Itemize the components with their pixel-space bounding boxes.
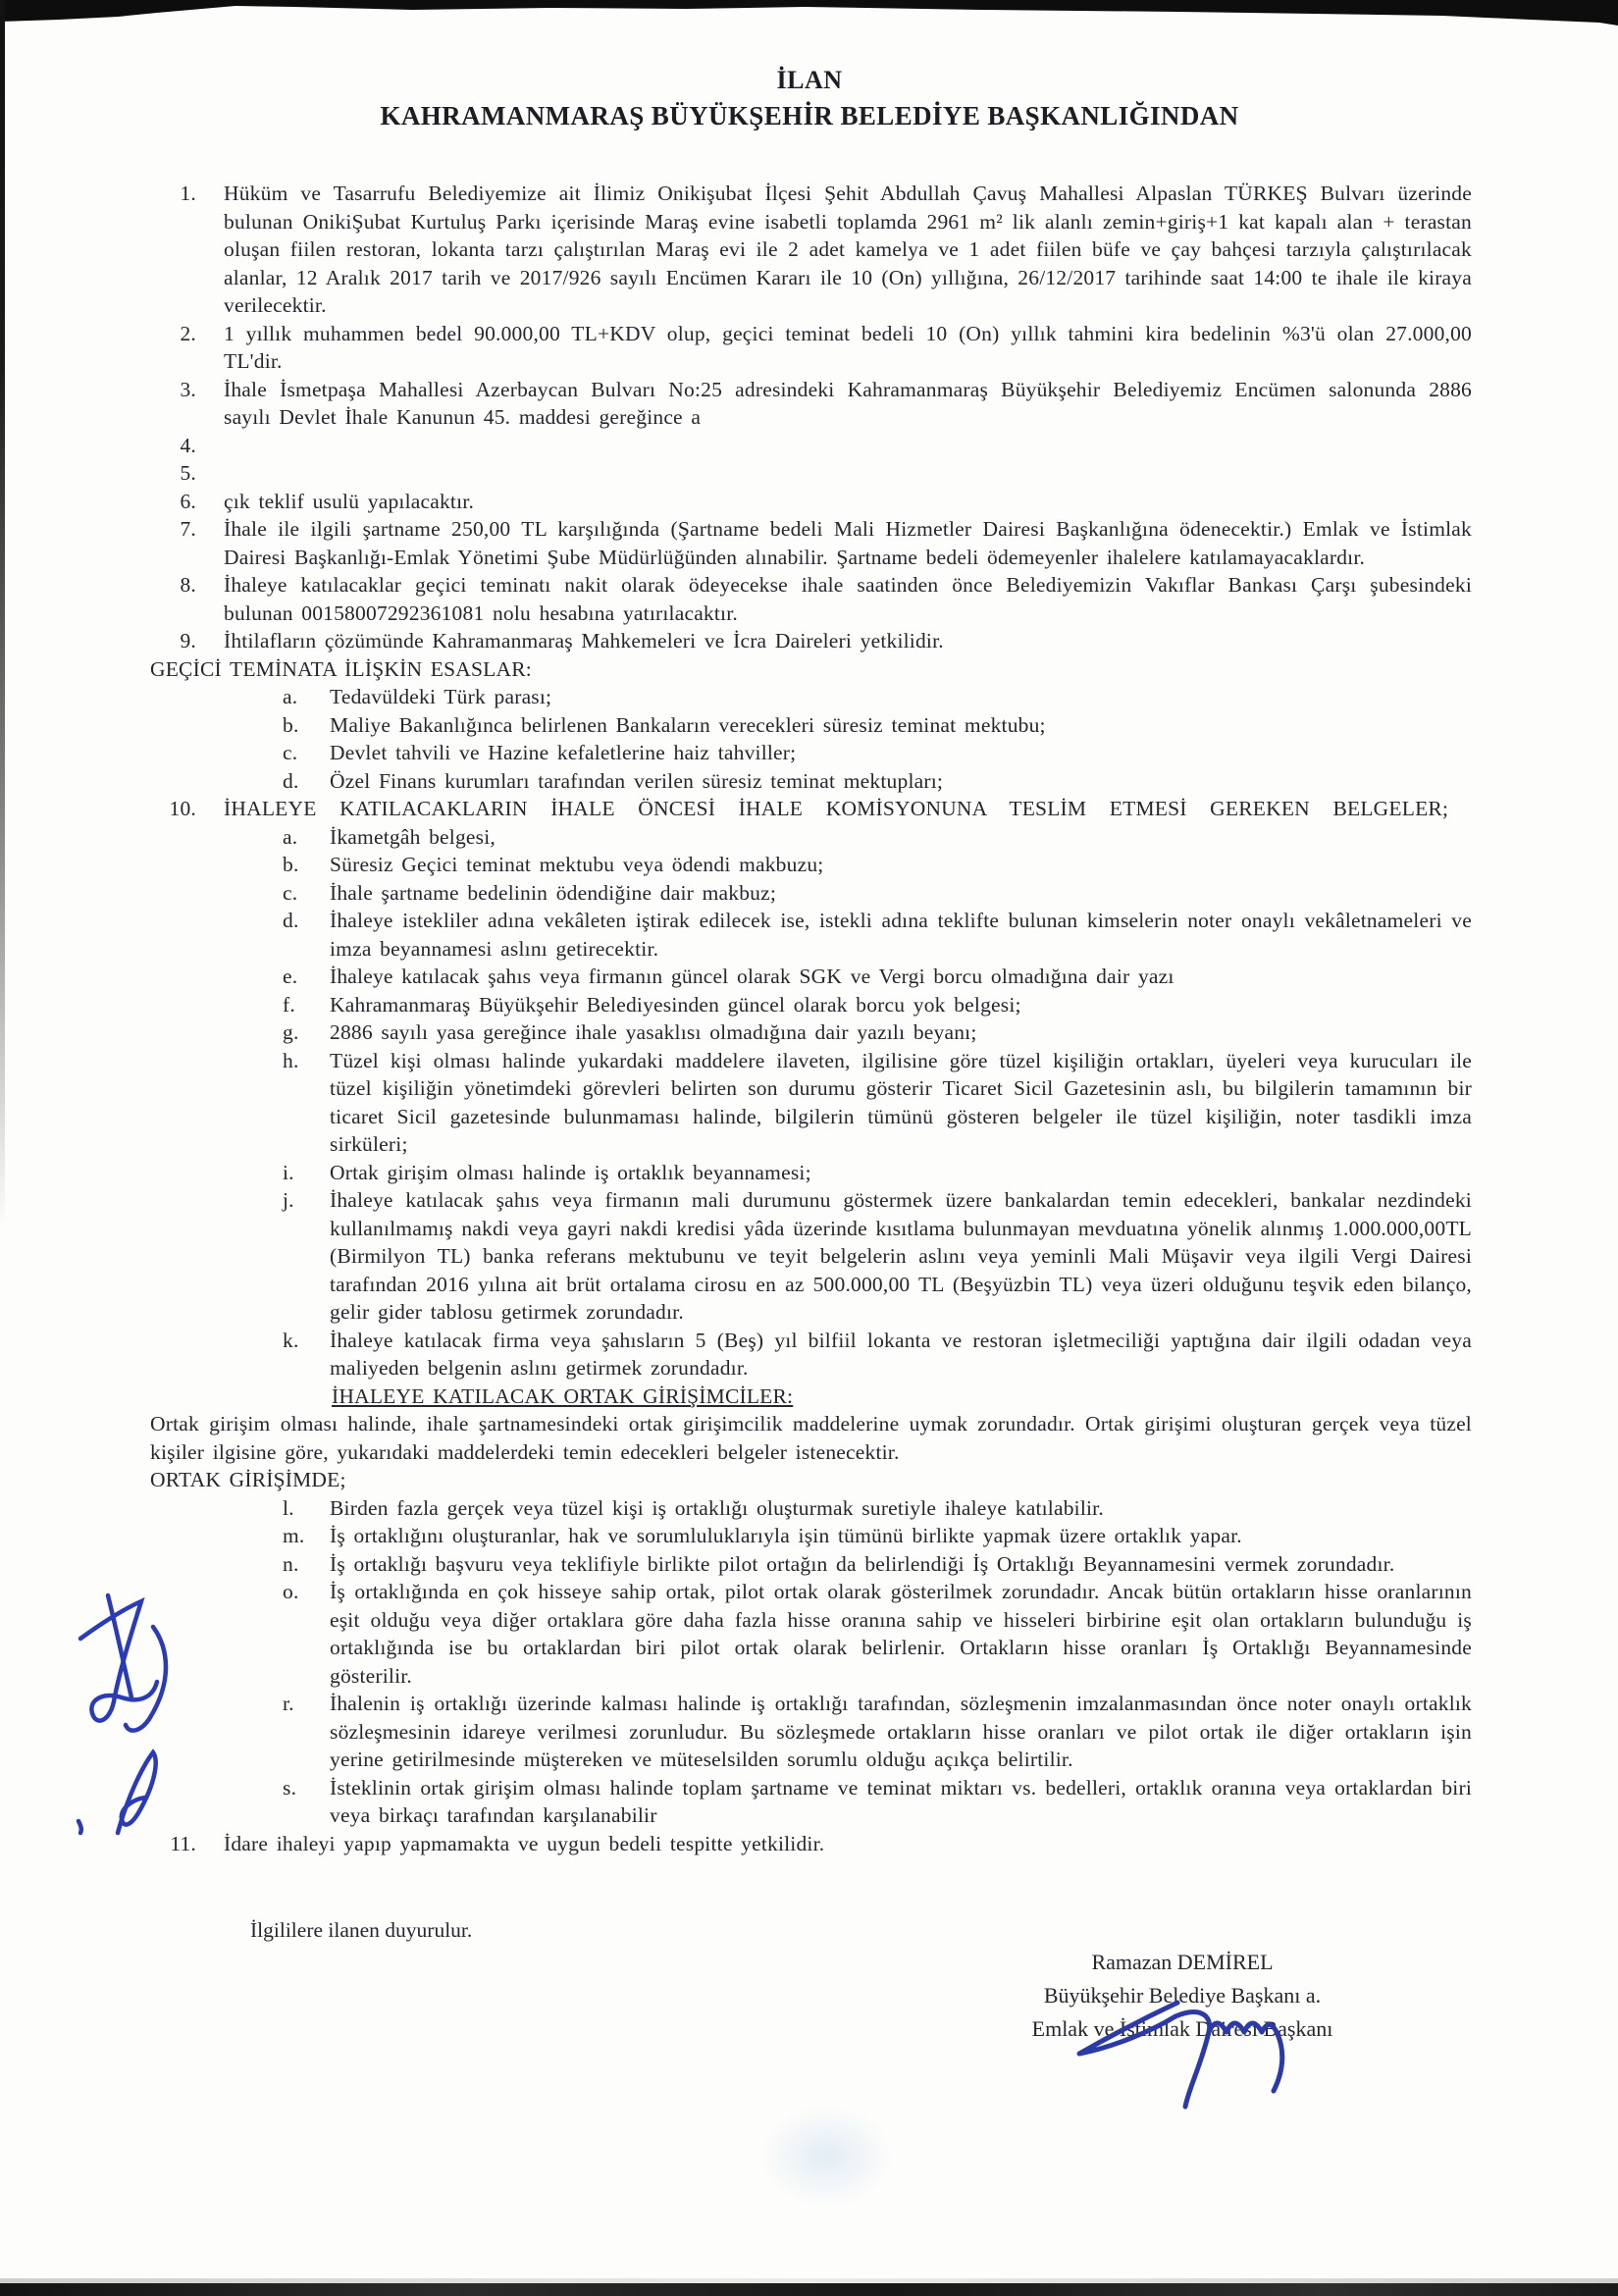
item-number: 6. (180, 489, 196, 513)
ortak-item-n (283, 1550, 1472, 1579)
item-text: Tedavüldeki Türk parası; (330, 685, 552, 709)
item-number: 8. (180, 573, 196, 598)
list-item-10 (147, 795, 1472, 823)
item-letter: k. (283, 1328, 299, 1352)
scan-left-edge-artifact (0, 0, 5, 1226)
item-text: 2886 sayılı yasa gereğince ihale yasaklısı olmadığına dair yazılı beyanı; (330, 1020, 977, 1045)
document-title-block (147, 65, 1472, 132)
gecici-teminat-header: GEÇİCİ TEMİNATA İLİŞKİN ESASLAR: (150, 656, 532, 681)
belge-item-k (283, 1327, 1472, 1383)
list-item-4 (147, 432, 1472, 460)
item-letter: g. (283, 1020, 299, 1045)
belge-item-a (283, 823, 1472, 852)
item-letter: n. (283, 1551, 299, 1576)
item-text: Tüzel kişi olması halinde yukardaki maddelere ilaveten, ilgilisine göre tüzel kişiliğin ortakları, üyeleri veya kurucuları ile tüzel kişiliğin yönetimdeki görevleri belirten son durumu gösterir Ticaret Sicil Gazetesinin aslı, bu bilgilerin tamamının bir ticaret Sicil gazetesinde bulunmaması halinde, bilgilerin tümünü gösteren belgeler ile tüzel kişiliğin, noter tasdikli imza sirküleri; (330, 1048, 1472, 1157)
item-letter: r. (283, 1692, 294, 1716)
gecici-item-c (283, 739, 1472, 767)
belge-item-g (283, 1018, 1472, 1047)
item-text: İhaleye istekliler adına vekâleten iştirak edilecek ise, istekli adına teklifte bulunan kimselerin noter onaylı vekâletnameleri ve imza beyannamesi aslını getirecektir. (330, 909, 1472, 961)
item-text: İhale şartname bedelinin ödendiğine dair makbuz; (330, 880, 777, 905)
gecici-item-a (283, 683, 1472, 711)
item-number: 7. (180, 517, 196, 542)
item-text: İhalenin iş ortaklığı üzerinde kalması halinde iş ortaklığı tarafından, sözleşmenin imzalanmasından önce noter onaylı ortaklık sözleşmesinin idareye verilmesi zorunludur. Bu sözleşmede ortakların hisse oranları ve pilot ortak ile diğer ortakların işin yerine getirilmesinde müştereken ve müteselsilden sorumlu olduğu açıkça belirtilir. (330, 1692, 1472, 1772)
item-letter: e. (283, 965, 298, 989)
item-letter: c. (283, 880, 298, 905)
item-text: Devlet tahvili ve Hazine kefaletlerine haiz tahviller; (330, 741, 797, 765)
item-letter: j. (283, 1188, 294, 1213)
belge-item-f (283, 991, 1472, 1019)
item-text: İş ortaklığında en çok hisseye sahip ortak, pilot ortak olarak gösterilmek zorundadır. Ancak bütün ortakların hisse oranlarının eşit olduğu veya diğer ortaklara göre daha fazla hisse oranına sahip ve hisseleri birbirine eşit olan ortakların bulunduğu iş ortaklığında ise bu ortaklardan biri pilot ortak olarak belirlenir. Ortakların hisse oranları İş Ortaklığı Beyannamesinde gösterilir. (330, 1580, 1472, 1688)
ortak-item-l (283, 1494, 1472, 1523)
item-number: 1. (180, 182, 196, 206)
item-letter: a. (283, 824, 298, 849)
gecici-item-b (283, 711, 1472, 740)
item-letter: d. (283, 768, 299, 793)
item-letter: m. (283, 1524, 305, 1548)
ortak-item-r (283, 1690, 1472, 1774)
item-letter: d. (283, 909, 299, 933)
item-letter: i. (283, 1160, 294, 1184)
item-text: İhaleye katılacaklar geçici teminatı nakit olarak ödeyecekse ihale saatinden önce Belediyemizin Vakıflar Bankası Çarşı şubesindeki bulunan 00158007292361081 nolu hesabına yatırılacaktır. (224, 573, 1472, 625)
signer-title-1: Büyükşehir Belediye Başkanı a. (1043, 1983, 1322, 2009)
ortak-item-s (283, 1774, 1472, 1830)
item-text: İsteklinin ortak girişim olması halinde toplam şartname ve teminat miktarı vs. bedelleri, ortaklık oranına veya ortaklardan biri veya birkaçı tarafından karşılanabilir (330, 1775, 1472, 1828)
handwritten-signature (1068, 1993, 1295, 2113)
list-item-7 (147, 515, 1472, 571)
belge-item-b (283, 851, 1472, 879)
list-item-1 (147, 180, 1472, 320)
item-text: Özel Finans kurumları tarafından verilen süresiz teminat mektupları; (330, 768, 944, 793)
item-text: Ortak girişim olması halinde iş ortaklık beyannamesi; (330, 1160, 811, 1184)
belge-item-h (283, 1047, 1472, 1159)
belge-item-i (283, 1159, 1472, 1187)
document-content (0, 65, 1618, 2152)
signer-title-2: Emlak ve İstimlak Dairesi Başkanı (1031, 2016, 1333, 2042)
item-text: 1 yıllık muhammen bedel 90.000,00 TL+KDV olup, geçici teminat bedeli 10 (On) yıllık tahmini kira bedelinin %3'ü olan 27.000,00 TL'dir. (224, 321, 1472, 374)
belge-item-j (283, 1186, 1472, 1327)
gecici-item-d (283, 767, 1472, 796)
ortak-item-o (283, 1578, 1472, 1690)
item-text: İkametgâh belgesi, (330, 824, 496, 849)
belge-item-d (283, 907, 1472, 963)
list-item-6 (147, 488, 1472, 516)
item-text: İhale İsmetpaşa Mahallesi Azerbaycan Bulvarı No:25 adresindeki Kahramanmaraş Büyükşehir Belediyemiz Encümen salonunda 2886 sayılı Devlet İhale Kanunun 45. maddesi gereğince a (224, 377, 1472, 430)
item-letter: b. (283, 853, 299, 877)
item-text: İhale ile ilgili şartname 250,00 TL karşılığında (Şartname bedeli Mali Hizmetler Dairesi Başkanlığına ödenecektir.) Emlak ve İstimlak Dairesi Başkanlığı-Emlak Yönetimi Şube Müdürlüğünden alınabilir. Şartname bedeli ödemeyenler ihalelere katılamayacaklardır. (224, 517, 1472, 569)
item-text: Hüküm ve Tasarrufu Belediyemize ait İlimiz Onikişubat İlçesi Şehit Abdullah Çavuş Mahallesi Alpaslan TÜRKEŞ Bulvarı üzerinde bulunan OnikiŞubat Kurtuluş Parkı içerisinde Maraş evine isabetli toplamda 2961 m² lik alanlı zemin+giriş+1 kat kapalı alan + terastan oluşan fiilen restoran, lokanta tarzı çalıştırılan Maraş evi ile 2 adet kamelya ve 1 adet fiilen büfe ve çay bahçesi tarzıyla çalıştırılacak alanlar, 12 Aralık 2017 tarih ve 2017/926 sayılı Encümen Kararı ile 10 (On) yıllığına, 26/12/2017 tarihinde saat 14:00 te ihale ile kiraya verilecektir. (224, 182, 1472, 318)
item-text: çık teklif usulü yapılacaktır. (224, 489, 475, 513)
item-text (224, 459, 1472, 488)
item-number: 11. (170, 1831, 196, 1855)
item-letter: f. (283, 992, 295, 1017)
item-number: 3. (180, 377, 196, 401)
document-title: İLAN (776, 66, 843, 94)
item-text (224, 432, 1472, 460)
item-text: İdare ihaleyi yapıp yapmamakta ve uygun bedeli tespitte yetkilidir. (224, 1831, 825, 1855)
document-body (147, 180, 1472, 1857)
item-text: Birden fazla gerçek veya tüzel kişi iş ortaklığı oluşturmak suretiyle ihaleye katılabilir. (330, 1495, 1104, 1520)
item-number: 2. (180, 321, 196, 345)
list-item-8 (147, 571, 1472, 627)
item-text: Kahramanmaraş Büyükşehir Belediyesinden güncel olarak borcu yok belgesi; (330, 992, 1021, 1017)
item-number: 4. (180, 433, 196, 457)
ortak-girisimde-header: ORTAK GİRİŞİMDE; (150, 1468, 346, 1492)
scan-bottom-edge-artifact (0, 2283, 1618, 2296)
item-text: İhaleye katılacak firma veya şahısların 5 (Beş) yıl bilfiil lokanta ve restoran işletmeciliği yaptığına dair ilgili odadan veya maliyeden belgenin aslını getirmek zorundadır. (330, 1328, 1472, 1381)
scan-top-edge-artifact (0, 0, 1618, 29)
list-item-2 (147, 320, 1472, 376)
document-subtitle: KAHRAMANMARAŞ BÜYÜKŞEHİR BELEDİYE BAŞKANLIĞINDAN (380, 100, 1239, 130)
item-letter: o. (283, 1580, 299, 1604)
item-letter: s. (283, 1775, 297, 1800)
list-item-11 (147, 1830, 1472, 1858)
item-text: Maliye Bakanlığınca belirlenen Bankaların verecekleri süresiz teminat mektubu; (330, 712, 1046, 737)
item-text: İhtilafların çözümünde Kahramanmaraş Mahkemeleri ve İcra Daireleri yetkilidir. (224, 629, 944, 653)
list-item-9 (147, 627, 1472, 655)
belge-item-e (283, 963, 1472, 991)
list-item-3 (147, 376, 1472, 432)
list-item-5 (147, 459, 1472, 488)
item-text: İHALEYE KATILACAKLARIN İHALE ÖNCESİ İHALE KOMİSYONUNA TESLİM ETMESİ GEREKEN BELGELER; (224, 797, 1449, 821)
item-number: 5. (180, 461, 196, 486)
item-letter: a. (283, 685, 298, 709)
document-footer (147, 1857, 1472, 2152)
item-number: 10. (169, 797, 196, 821)
belge-item-c (283, 879, 1472, 908)
closing-statement: İlgililere ilanen duyurulur. (250, 1918, 473, 1943)
item-text: İş ortaklığı başvuru veya teklifiyle birlikte pilot ortağın da belirlendiği İş Ortaklığı Beyannamesini vermek zorundadır. (330, 1551, 1395, 1576)
ortak-girisimciler-header: İHALEYE KATILACAK ORTAK GİRİŞİMCİLER: (332, 1383, 794, 1408)
item-text: Süresiz Geçici teminat mektubu veya ödendi makbuzu; (330, 853, 824, 877)
item-letter: c. (283, 741, 298, 765)
margin-paraph-signature (67, 1588, 204, 1843)
item-letter: h. (283, 1048, 299, 1072)
ortak-item-m (283, 1522, 1472, 1550)
item-text: İş ortaklığını oluşturanlar, hak ve sorumluluklarıyla işin tümünü birlikte yapmak üzere ortaklık yapar. (330, 1524, 1242, 1548)
ortak-girisim-paragraph: Ortak girişim olması halinde, ihale şartnamesindeki ortak girişimcilik maddelerine uymak zorundadır. Ortak girişimi oluşturan gerçek veya tüzel kişiler ilgisine göre, yukarıdaki maddelerdeki temin edecekleri belgeler istenecektir. (150, 1412, 1472, 1464)
signer-name: Ramazan DEMİREL (1091, 1950, 1274, 1975)
item-letter: l. (283, 1495, 294, 1520)
item-text: İhaleye katılacak şahıs veya firmanın mali durumunu göstermek üzere bankalardan temin edecekleri, bankalar nezdindeki kullanılmamış nakdi veya gayri nakdi kredisi yâda üzerinde kısıtlama bulunmayan mevduatına yönelik alınmış 1.000.000,00TL (Birmilyon TL) banka referans mektubunu ve teyit belgelerin aslını veya yeminli Mali Müşavir veya ilgili Vergi Dairesi tarafından 2016 yılına ait brüt ortalama cirosu en az 500.000,00 TL (Beşyüzbin TL) veya üzeri olduğunu teşvik eden bilanço, gelir gider tablosu getirmek zorundadır. (330, 1188, 1472, 1325)
item-number: 9. (180, 629, 196, 653)
item-text: İhaleye katılacak şahıs veya firmanın güncel olarak SGK ve Vergi borcu olmadığına dair yazı (330, 965, 1174, 989)
item-letter: b. (283, 712, 299, 737)
